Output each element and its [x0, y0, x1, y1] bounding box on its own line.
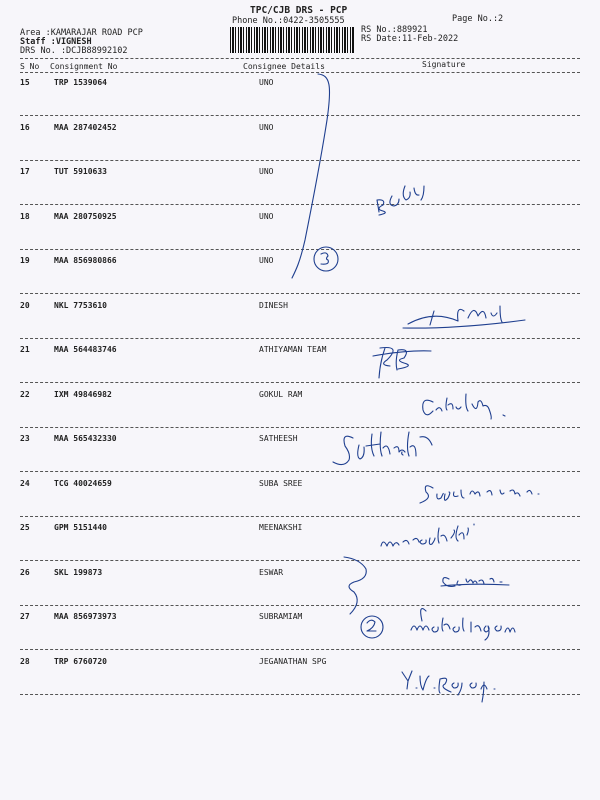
circled-mark-2	[361, 616, 383, 638]
row-sno: 18	[20, 211, 30, 221]
row-consignment: MAA 856973973	[54, 612, 117, 621]
phone-number: Phone No.:0422-3505555	[232, 16, 345, 26]
row-separator	[20, 694, 580, 695]
signature-baalu	[377, 186, 424, 215]
row-separator	[20, 249, 580, 250]
signature-eswar	[441, 578, 509, 587]
signature-satheesh	[333, 432, 432, 465]
header-top-rule	[20, 58, 580, 59]
row-consignment: NKL 7753610	[54, 300, 107, 310]
col-consignment: Consignment No	[50, 62, 118, 71]
row-sno: 25	[20, 523, 30, 532]
row-consignment: TCG 40024659	[54, 478, 112, 488]
row-separator	[20, 115, 580, 116]
row-separator	[20, 649, 580, 650]
row-sno: 16	[20, 122, 30, 132]
row-consignment: MAA 280750925	[54, 211, 117, 221]
row-sno: 23	[20, 434, 30, 443]
row-separator	[20, 605, 580, 606]
row-consignment: MAA 565432330	[54, 434, 117, 443]
rs-date: RS Date:11-Feb-2022	[361, 34, 459, 44]
page-number: Page No.:2	[452, 14, 504, 24]
row-consignee: DINESH	[259, 300, 288, 310]
row-consignee: GOKUL RAM	[259, 389, 303, 399]
row-separator	[20, 160, 580, 161]
row-separator	[20, 204, 580, 205]
row-separator	[20, 427, 580, 428]
row-consignee: SATHEESH	[259, 434, 298, 443]
signature-rb	[373, 348, 431, 379]
drs-number: DRS No. :DCJB88992102	[20, 46, 128, 56]
row-sno: 19	[20, 256, 30, 265]
row-consignment: SKL 199873	[54, 567, 103, 577]
row-consignment: MAA 856980866	[54, 256, 117, 265]
rs-number: RS No.:889921	[361, 25, 428, 35]
row-consignee: UNO	[259, 211, 274, 221]
row-consignee: ATHIYAMAN TEAM	[259, 345, 327, 354]
row-consignment: MAA 287402452	[54, 122, 117, 132]
signature-subasree	[420, 486, 539, 503]
row-separator	[20, 516, 580, 517]
signature-rajan	[402, 671, 495, 702]
row-sno: 28	[20, 656, 30, 666]
row-sno: 20	[20, 300, 30, 310]
staff-label: Staff :VIGNESH	[20, 37, 92, 47]
row-separator	[20, 560, 580, 561]
row-separator	[20, 293, 580, 294]
signature-gokul	[423, 394, 505, 419]
row-consignee: UNO	[259, 78, 274, 87]
row-separator	[20, 382, 580, 383]
signature-dinesh	[403, 306, 525, 328]
row-consignment: GPM 5151440	[54, 523, 107, 532]
row-sno: 21	[20, 345, 30, 354]
row-consignee: UNO	[259, 122, 274, 132]
row-consignee: SUBRAMIAM	[259, 612, 303, 621]
area-label: Area :KAMARAJAR ROAD PCP	[20, 28, 143, 38]
barcode	[230, 27, 354, 53]
row-consignee: UNO	[259, 256, 274, 265]
bracket-line	[292, 74, 330, 278]
circled-mark-1	[314, 247, 338, 271]
row-consignee: UNO	[259, 167, 274, 176]
row-sno: 15	[20, 78, 30, 87]
row-sno: 17	[20, 167, 30, 176]
col-signature: Signature	[422, 60, 466, 69]
row-consignee: MEENAKSHI	[259, 523, 303, 532]
row-consignment: IXM 49846982	[54, 389, 112, 399]
header-bottom-rule	[20, 72, 580, 73]
row-sno: 24	[20, 478, 30, 488]
row-consignee: JEGANATHAN SPG	[259, 656, 327, 666]
document-title: TPC/CJB DRS - PCP	[250, 5, 348, 16]
signature-meenakshi	[381, 524, 474, 546]
row-separator	[20, 338, 580, 339]
row-sno: 27	[20, 612, 30, 621]
col-sno: S No	[20, 62, 40, 71]
row-consignment: TRP 6760720	[54, 656, 107, 666]
signature-mahalingam	[411, 609, 515, 640]
row-sno: 22	[20, 389, 30, 399]
row-consignee: ESWAR	[259, 567, 284, 577]
row-consignment: TUT 5910633	[54, 167, 107, 176]
row-consignee: SUBA SREE	[259, 478, 303, 488]
row-consignment: TRP 1539064	[54, 78, 107, 87]
row-consignment: MAA 564483746	[54, 345, 117, 354]
col-consignee: Consignee Details	[243, 62, 325, 71]
row-sno: 26	[20, 567, 30, 577]
row-separator	[20, 471, 580, 472]
